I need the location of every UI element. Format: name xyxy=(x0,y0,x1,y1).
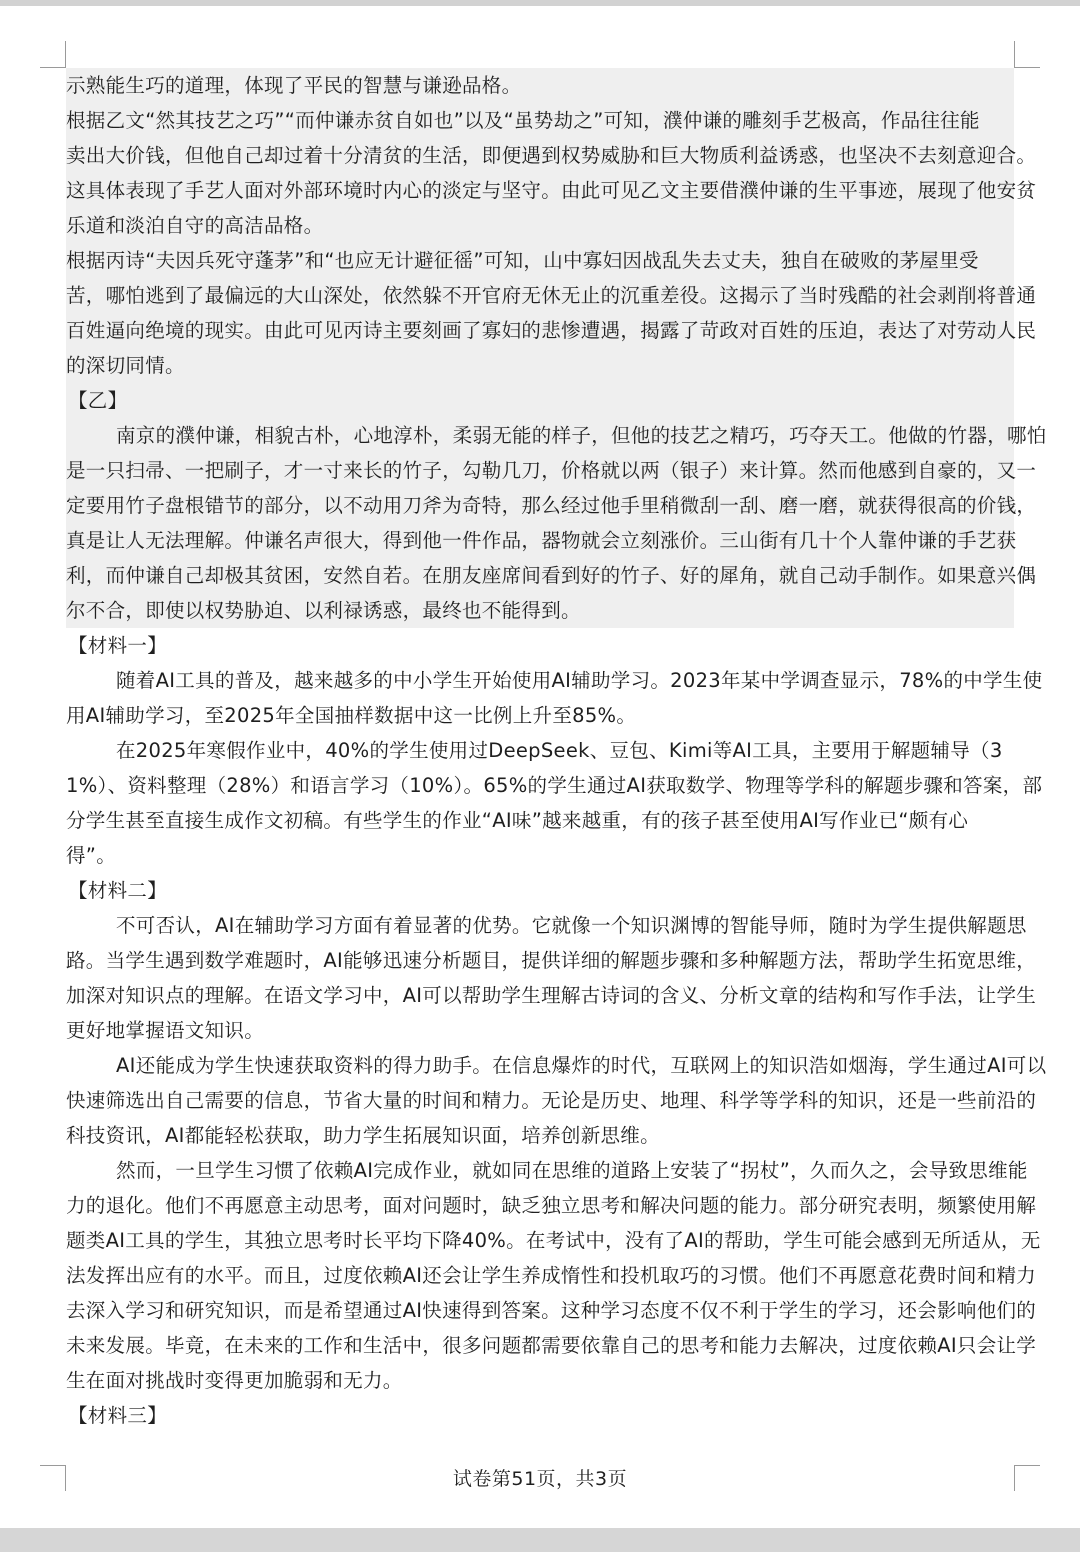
text-line: 1%）、资料整理（28%）和语言学习（10%）。65%的学生通过AI获取数学、物理等学科的解题步骤和答案，部 xyxy=(66,774,1043,797)
text-line: 这具体表现了手艺人面对外部环境时内心的淡定与坚守。由此可见乙文主要借濮仲谦的生平事迹，展现了他安贫 xyxy=(66,173,1014,208)
text-line: 定要用竹子盘根错节的部分，以不动用刀斧为奇特，那么经过他手里稍微刮一刮、磨一磨，就获得很高的价钱， xyxy=(66,488,1014,523)
text-line: 根据丙诗“夫因兵死守蓬茅”和“也应无计避征徭”可知，山中寡妇因战乱失去丈夫，独自在破败的茅屋里受 xyxy=(66,243,1014,278)
text-line: 力的退化。他们不再愿意主动思考，面对问题时，缺乏独立思考和解决问题的能力。部分研究表明，频繁使用解 xyxy=(66,1194,1037,1217)
section-heading: 【乙】 xyxy=(66,383,1014,418)
text-line: 卖出大价钱，但他自己却过着十分清贫的生活，即便遇到权势威胁和巨大物质利益诱惑，也坚决不去刻意迎合。 xyxy=(66,138,1014,173)
text-line: 未来发展。毕竟，在未来的工作和生活中，很多问题都需要依靠自己的思考和能力去解决，过度依赖AI只会让学 xyxy=(66,1334,1037,1357)
text-line: 用AI辅助学习，至2025年全国抽样数据中这一比例上升至85%。 xyxy=(66,704,637,727)
text-line: 在2025年寒假作业中，40%的学生使用过DeepSeek、豆包、Kimi等AI工具，主要用于解题辅导（3 xyxy=(116,739,1003,762)
text-line: 题类AI工具的学生，其独立思考时长平均下降40%。在考试中，没有了AI的帮助，学生可能会感到无所适从，无 xyxy=(66,1229,1041,1252)
text-line: 是一只扫帚、一把刷子，才一寸来长的竹子，勾勒几刀，价格就以两（银子）来计算。然而他感到自豪的，又一 xyxy=(66,453,1014,488)
text-line: 苦，哪怕逃到了最偏远的大山深处，依然躲不开官府无休无止的沉重差役。这揭示了当时残酷的社会剥削将普通 xyxy=(66,278,1014,313)
text-line: 真是让人无法理解。仲谦名声很大，得到他一件作品，器物就会立刻涨价。三山街有几十个人靠仲谦的手艺获 xyxy=(66,523,1014,558)
text-line: 路。当学生遇到数学难题时，AI能够迅速分析题目，提供详细的解题步骤和多种解题方法，帮助学生拓宽思维， xyxy=(66,949,1037,972)
text-line: AI还能成为学生快速获取资料的得力助手。在信息爆炸的时代，互联网上的知识浩如烟海，学生通过AI可以 xyxy=(116,1054,1047,1077)
text-line: 得”。 xyxy=(66,844,117,867)
section-heading: 【材料三】 xyxy=(68,1404,168,1427)
text-line: 根据乙文“然其技艺之巧”“而仲谦赤贫自如也”以及“虽势劫之”可知，濮仲谦的雕刻手艺极高，作品往往能 xyxy=(66,103,1014,138)
text-line: 更好地掌握语文知识。 xyxy=(66,1019,265,1042)
text-line: 利，而仲谦自己却极其贫困，安然自若。在朋友座席间看到好的竹子、好的犀角，就自己动手制作。如果意兴偶 xyxy=(66,558,1014,593)
text-line: 不可否认，AI在辅助学习方面有着显著的优势。它就像一个知识渊博的智能导师，随时为学生提供解题思 xyxy=(116,914,1027,937)
text-line: 科技资讯，AI都能轻松获取，助力学生拓展知识面，培养创新思维。 xyxy=(66,1124,660,1147)
document-body xyxy=(66,68,1047,1433)
text-line: 然而，一旦学生习惯了依赖AI完成作业，就如同在思维的道路上安装了“拐杖”，久而久之，会导致思维能 xyxy=(116,1159,1028,1182)
text-line: 乐道和淡泊自守的高洁品格。 xyxy=(66,208,1014,243)
text-line: 快速筛选出自己需要的信息，节省大量的时间和精力。无论是历史、地理、科学等学科的知识，还是一些前沿的 xyxy=(66,1089,1037,1112)
top-edge-strip xyxy=(0,0,1080,6)
section-heading: 【材料一】 xyxy=(68,634,168,657)
text-line: 百姓逼向绝境的现实。由此可见丙诗主要刻画了寡妇的悲惨遭遇，揭露了苛政对百姓的压迫，表达了对劳动人民 xyxy=(66,313,1014,348)
text-line: 随着AI工具的普及，越来越多的中小学生开始使用AI辅助学习。2023年某中学调查显示，78%的中学生使 xyxy=(116,669,1043,692)
text-line: 生在面对挑战时变得更加脆弱和无力。 xyxy=(66,1369,403,1392)
text-line: 的深切同情。 xyxy=(66,348,1014,383)
text-line: 南京的濮仲谦，相貌古朴，心地淳朴，柔弱无能的样子，但他的技艺之精巧，巧夺天工。他做的竹器，哪怕 xyxy=(66,418,1014,453)
text-line: 分学生甚至直接生成作文初稿。有些学生的作业“AI味”越来越重，有的孩子甚至使用AI写作业已“颇有心 xyxy=(66,809,969,832)
section-heading: 【材料二】 xyxy=(68,879,168,902)
text-line: 尔不合，即使以权势胁迫、以利禄诱惑，最终也不能得到。 xyxy=(66,593,1014,628)
text-line: 去深入学习和研究知识，而是希望通过AI快速得到答案。这种学习态度不仅不利于学生的学习，还会影响他们的 xyxy=(66,1299,1037,1322)
text-line: 示熟能生巧的道理，体现了平民的智慧与谦逊品格。 xyxy=(66,68,1014,103)
bottom-edge-strip xyxy=(0,1528,1080,1552)
text-line: 加深对知识点的理解。在语文学习中，AI可以帮助学生理解古诗词的含义、分析文章的结构和写作手法，让学生 xyxy=(66,984,1037,1007)
page-footer: 试卷第51页，共3页 xyxy=(452,1468,628,1490)
text-line: 法发挥出应有的水平。而且，过度依赖AI还会让学生养成惰性和投机取巧的习惯。他们不再愿意花费时间和精力 xyxy=(66,1264,1037,1287)
